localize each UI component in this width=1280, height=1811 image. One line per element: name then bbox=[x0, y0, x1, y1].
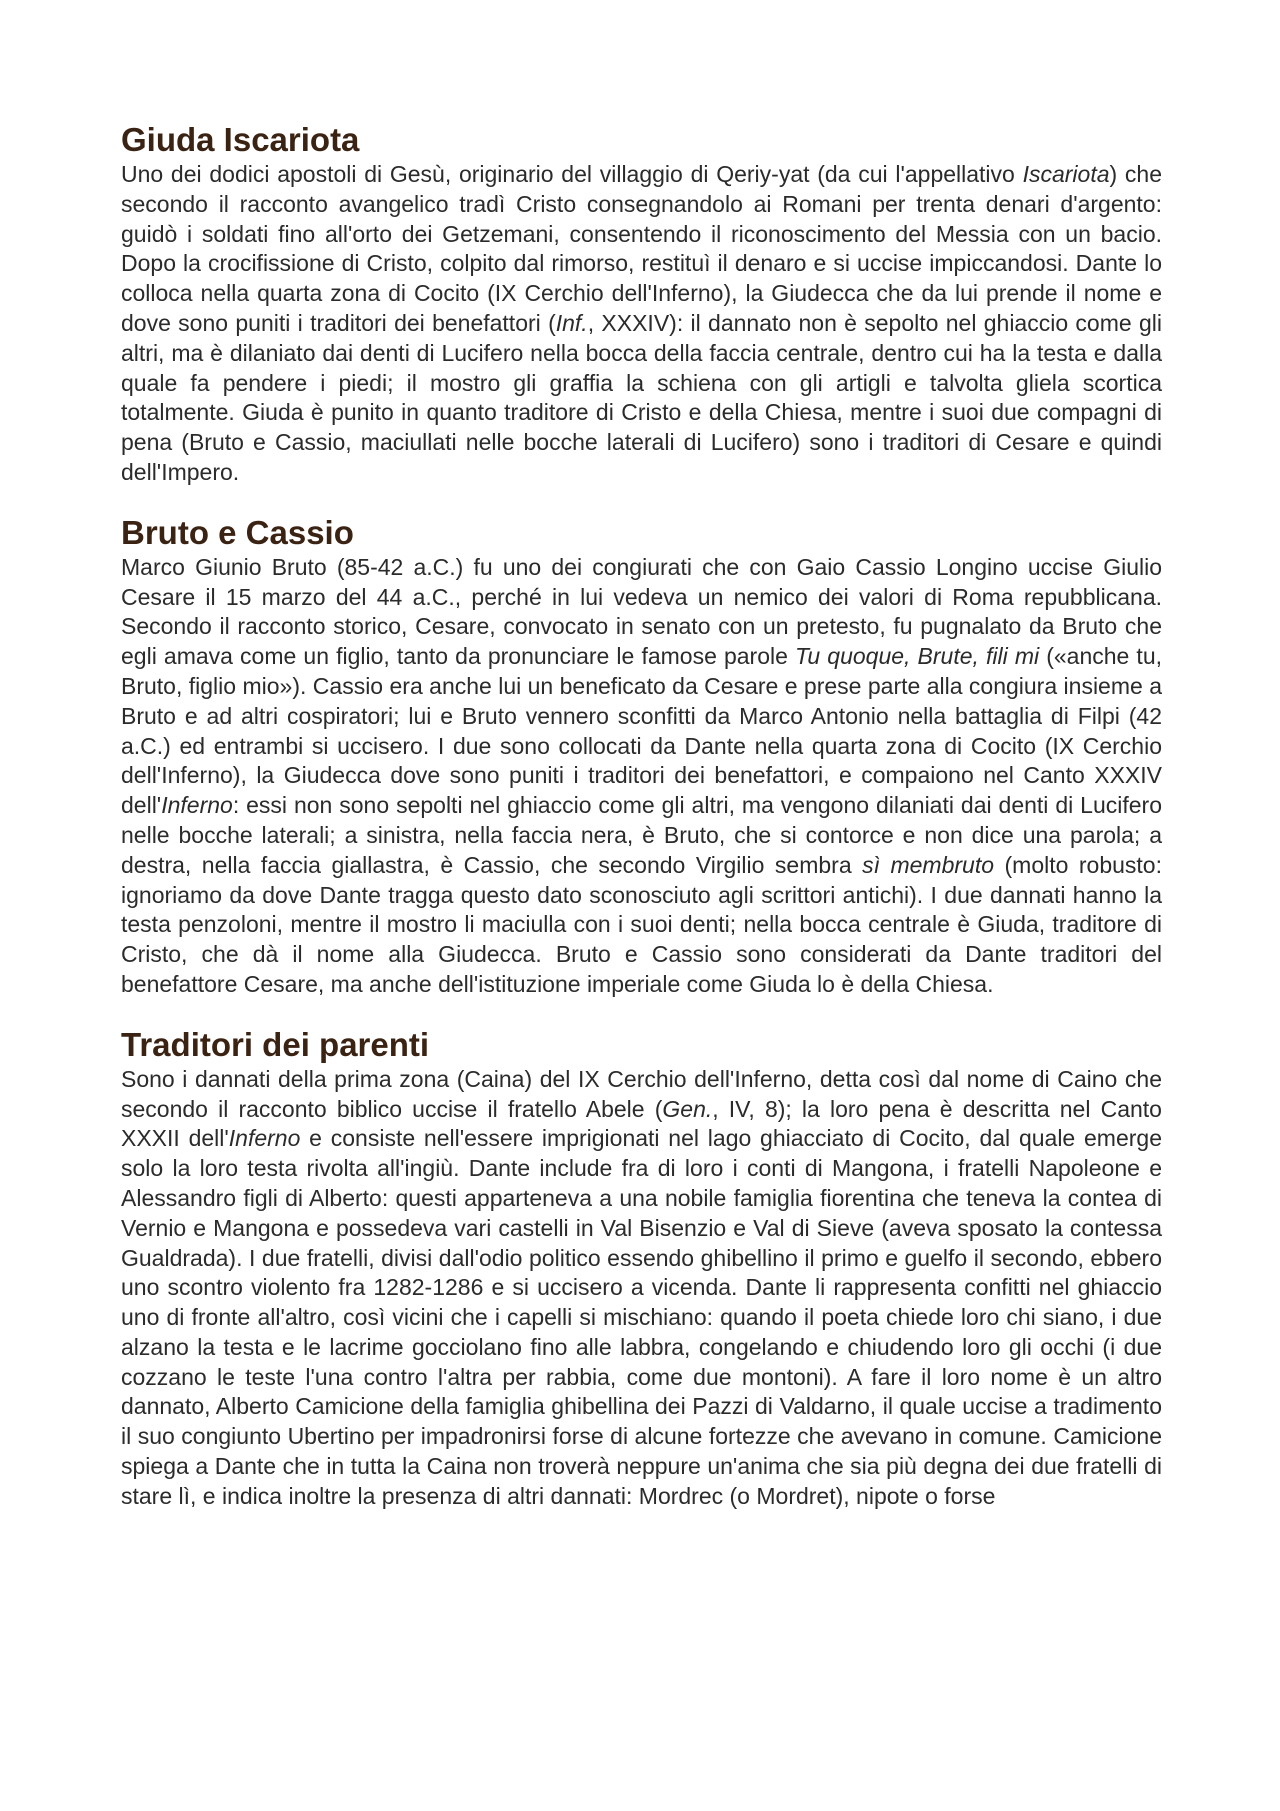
section-giuda-iscariota bbox=[121, 118, 1162, 488]
body-text: («anche tu, Bruto, figlio mio»). Cassio era anche lui un beneficato da Cesare e prese parte alla congiura insieme a Bruto e ad altri cospiratori; lui e Bruto vennero sconfitti da Marco Antonio nella battaglia di Filpi (42 a.C.) ed entrambi si uccisero. I due sono collocati da Dante nella quarta zona di Cocito (IX Cerchio dell'Inferno), la Giudecca dove sono puniti i traditori dei benefattori, e compaiono nel Canto XXXIV dell' bbox=[121, 643, 1162, 819]
document-page bbox=[121, 118, 1162, 1535]
body-text-italic: sì membruto bbox=[862, 851, 995, 878]
body-text: Sono i dannati della prima zona (Caina) del IX Cerchio dell'Inferno, detta così dal nome di Caino che secondo il racconto biblico uccise il fratello Abele ( bbox=[121, 1065, 1162, 1122]
body-text: Marco Giunio Bruto (85-42 a.C.) fu uno dei congiurati che con Gaio Cassio Longino uccise Giulio Cesare il 15 marzo del 44 a.C., perché in lui vedeva un nemico dei valori di Roma repubblicana. Secondo il racconto storico, Cesare, convocato in senato con un pretesto, fu pugnalato da Bruto che egli amava come un figlio, tanto da pronunciare le famose parole bbox=[121, 553, 1162, 670]
section-traditori-dei-parenti bbox=[121, 1023, 1162, 1512]
body-text: (molto robusto: ignoriamo da dove Dante tragga questo dato sconosciuto agli scrittori antichi). I due dannati hanno la testa penzoloni, mentre il mostro li maciulla con i suoi denti; nella bocca centrale è Giuda, traditore di Cristo, che dà il nome alla Giudecca. Bruto e Cassio sono considerati da Dante traditori del benefattore Cesare, ma anche dell'istituzione imperiale come Giuda lo è della Chiesa. bbox=[121, 851, 1162, 997]
body-text: : essi non sono sepolti nel ghiaccio come gli altri, ma vengono dilaniati dai denti di Lucifero nelle bocche laterali; a sinistra, nella faccia nera, è Bruto, che si contorce e non dice una parola; a destra, nella faccia giallastra, è Cassio, che secondo Virgilio sembra bbox=[121, 792, 1162, 878]
section-title: Traditori dei parenti bbox=[121, 1025, 430, 1063]
body-text: ) che secondo il racconto avangelico tradì Cristo consegnandolo ai Romani per trenta denari d'argento: guidò i soldati fino all'orto dei Getzemani, consentendo il riconoscimento del Messia con un bacio. Dopo la crocifissione di Cristo, colpito dal rimorso, restituì il denaro e si uccise impiccandosi. Dante lo colloca nella quarta zona di Cocito (IX Cerchio dell'Inferno), la Giudecca che da lui prende il nome e dove sono puniti i traditori dei benefattori ( bbox=[121, 161, 1162, 336]
body-text-italic: Gen. bbox=[662, 1095, 713, 1122]
section-title: Bruto e Cassio bbox=[121, 513, 354, 551]
section-body bbox=[121, 1065, 1162, 1512]
section-title: Giuda Iscariota bbox=[121, 121, 360, 158]
body-text-italic: Iscariota bbox=[1022, 161, 1110, 187]
body-text-italic: Inferno bbox=[228, 1125, 301, 1152]
body-text-italic: Tu quoque, Brute, fili mi bbox=[795, 643, 1040, 670]
body-text: , XXXIV): il dannato non è sepolto nel ghiaccio come gli altri, ma è dilaniato dai denti di Lucifero nella bocca della faccia centrale, dentro cui ha la testa e dalla quale fa pendere i piedi; il mostro gli graffia la schiena con gli artigli e talvolta gliela scortica totalmente. Giuda è punito in quanto traditore di Cristo e della Chiesa, mentre i suoi due compagni di pena (Bruto e Cassio, maciullati nelle bocche laterali di Lucifero) sono i traditori di Cesare e quindi dell'Impero. bbox=[121, 309, 1162, 485]
body-text: , IV, 8); la loro pena è descritta nel Canto XXXII dell' bbox=[121, 1095, 1162, 1152]
body-text-italic: Inf. bbox=[555, 309, 588, 336]
body-text-italic: Inferno bbox=[161, 792, 233, 819]
section-bruto-e-cassio bbox=[121, 511, 1162, 1000]
body-text: Uno dei dodici apostoli di Gesù, originario del villaggio di Qeriy-yat (da cui l'appellativo bbox=[121, 161, 1023, 187]
body-text: e consiste nell'essere imprigionati nel lago ghiacciato di Cocito, dal quale emerge solo la loro testa rivolta all'ingiù. Dante include fra di loro i conti di Mangona, i fratelli Napoleone e Alessandro figli di Alberto: questi apparteneva a una nobile famiglia fiorentina che teneva la contea di Vernio e Mangona e possedeva vari castelli in Val Bisenzio e Val di Sieve (aveva sposato la contessa Gualdrada). I due fratelli, divisi dall'odio politico essendo ghibellino il primo e guelfo il secondo, ebbero uno scontro violento fra 1282-1286 e si uccisero a vicenda. Dante li rappresenta confitti nel ghiaccio uno di fronte all'altro, così vicini che i capelli si mischiano: quando il poeta chiede loro chi siano, i due alzano la testa e le lacrime gocciolano fino alle labbra, congelando e chiudendo loro gli occhi (i due cozzano le teste l'una contro l'altra per rabbia, come due montoni). A fare il loro nome è un altro dannato, Alberto Camicione della famiglia ghibellina dei Pazzi di Valdarno, il quale uccise a tradimento il suo congiunto Ubertino per impadronirsi forse di alcune fortezze che avevano in comune. Camicione spiega a Dante che in tutta la Caina non troverà neppure un'anima che sia più degna dei due fratelli di stare lì, e indica inoltre la presenza di altri dannati: Mordrec (o Mordret), nipote o forse bbox=[121, 1125, 1162, 1509]
section-body bbox=[121, 160, 1162, 488]
section-body bbox=[121, 553, 1162, 1000]
